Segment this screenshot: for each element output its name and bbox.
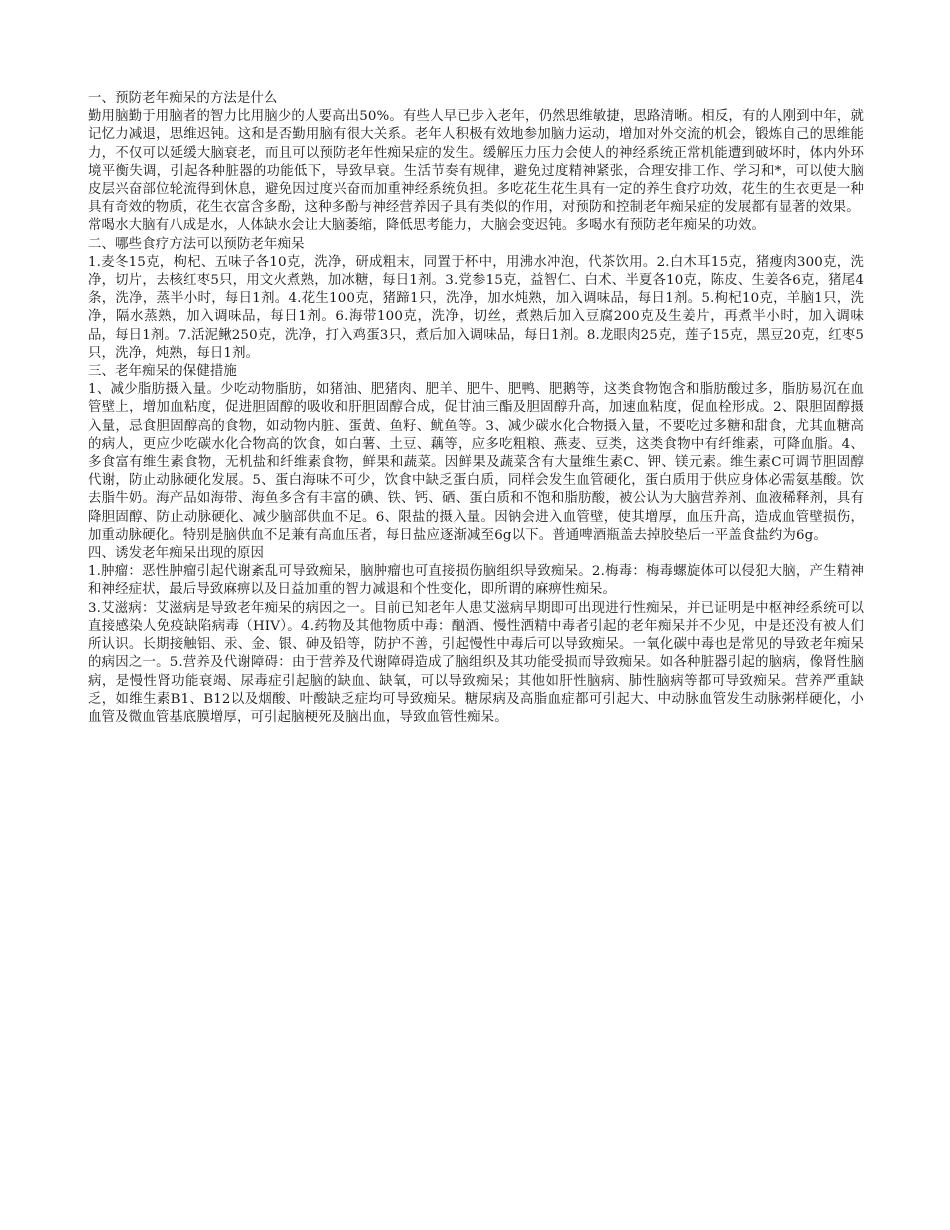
section-heading: 一、预防老年痴呆的方法是什么 <box>88 91 278 106</box>
section-heading: 四、诱发老年痴呆出现的原因 <box>88 546 265 562</box>
paragraph: 勤用脑勤于用脑者的智力比用脑少的人要高出50%。有些人早已步入老年，仍然思维敏捷，思路清晰。相反，有的人刚到中年，就记忆力减退，思维迟钝。这和是否勤用脑有很大关系。老年人积极有效地参加脑力运动，增加对外交流的机会，锻炼自己的思维能力，不仅可以延缓大脑衰老，而且可以预防老年性痴呆症的发生。缓解压力压力会使人的神经系统正常机能遭到破坏时，体内外环境平衡失调，引起各种脏器的功能低下，导致早衰。生活节奏有规律，避免过度精神紧张，合理安排工作、学习和*，可以使大脑皮层兴奋部位轮流得到休息，避免因过度兴奋而加重神经系统负担。多吃花生花生具有一定的养生食疗功效，花生的生衣更是一种具有奇效的物质，花生衣富含多酚，这种多酚与神经营养因子具有类似的作用，对预防和控制老年痴呆症的发展都有显著的效果。 <box>88 109 864 216</box>
paragraph: 3.艾滋病：艾滋病是导致老年痴呆的病因之一。目前已知老年人患艾滋病早期即可出现进行性痴呆，并已证明是中枢神经系统可以直接感染人免疫缺陷病毒（HIV）。4.药物及其他物质中毒：酗酒、慢性洒精中毒者引起的老年痴呆并不少见，中是还没有被人们所认识。长期接触铝、汞、金、银、砷及铅等，防护不善，引起慢性中毒后可以导致痴呆。一氧化碳中毒也是常见的导致老年痴呆的病因之一。5.营养及代谢障碍：由于营养及代谢障碍造成了脑组织及其功能受损而导致痴呆。如各种脏器引起的脑病，像肾性脑病，是慢性肾功能衰竭、尿毒症引起脑的缺血、缺氧，可以导致痴呆；其他如肝性脑病、肺性脑病等都可导致痴呆。营养严重缺乏，如维生素B1、B12以及烟酸、叶酸缺乏症均可导致痴呆。糖尿病及高脂血症都可引起大、中动脉血管发生动脉粥样硬化，小血管及微血管基底膜增厚，可引起脑梗死及脑出血，导致血管性痴呆。 <box>88 600 864 725</box>
section-causes <box>88 545 864 727</box>
section-prevention-methods <box>88 90 864 236</box>
document-page <box>88 90 864 727</box>
paragraph: 1.麦冬15克，枸杞、五味子各10克，洗净，研成粗末，同置于杯中，用沸水冲泡，代茶饮用。2.白木耳15克，猪瘦肉300克，洗净，切片，去核红枣5只，用文火煮熟，加冰糖，每日1剂。3.党参15克，益智仁、白术、半夏各10克，陈皮、生姜各6克，猪尾4条，洗净，蒸半小时，每日1剂。4.花生100克，猪蹄1只，洗净，加水炖熟，加入调味品，每日1剂。5.枸杞10克，羊脑1只，洗净，隔水蒸熟，加入调味品，每日1剂。6.海带100克，洗净，切丝，煮熟后加入豆腐200克及生姜片，再煮半小时，加入调味品，每日1剂。7.活泥鳅250克，洗净，打入鸡蛋3只，煮后加入调味品，每日1剂。8.龙眼肉25克，莲子15克，黑豆20克，红枣5只，洗净，炖熟，每日1剂。 <box>88 254 864 361</box>
paragraph: 1.肿瘤：恶性肿瘤引起代谢紊乱可导致痴呆，脑肿瘤也可直接损伤脑组织导致痴呆。2.梅毒：梅毒螺旋体可以侵犯大脑，产生精神和神经症状，最后导致麻痹以及日益加重的智力减退和个性变化，即所谓的麻痹性痴呆。 <box>88 564 864 598</box>
paragraph: 1、减少脂肪摄入量。少吃动物脂肪，如猪油、肥猪肉、肥羊、肥牛、肥鸭、肥鹅等，这类食物饱含和脂肪酸过多，脂肪易沉在血管壁上，增加血粘度，促进胆固醇的吸收和肝胆固醇合成，促甘油三酯及胆固醇升高，加速血粘度，促血栓形成。2、限胆固醇摄入量，忌食胆固醇高的食物，如动物内脏、蛋黄、鱼籽、鱿鱼等。3、减少碳水化合物摄入量，不要吃过多糖和甜食，尤其血糖高的病人，更应少吃碳水化合物高的饮食，如白薯、土豆、藕等，应多吃粗粮、燕麦、豆类，这类食物中有纤维素，可降血脂。4、多食富有维生素食物，无机盐和纤维素食物，鲜果和蔬菜。因鲜果及蔬菜含有大量维生素C、钾、镁元素。维生素C可调节胆固醇代谢，防止动脉硬化发展。5、蛋白海味不可少，饮食中缺乏蛋白质，同样会发生血管硬化，蛋白质用于供应身体必需氨基酸。饮去脂牛奶。海产品如海带、海鱼多含有丰富的碘、铁、钙、硒、蛋白质和不饱和脂肪酸，被公认为大脑营养剂、血液稀释剂，具有降胆固醇、防止动脉硬化、减少脑部供血不足。6、限盐的摄入量。因钠会进入血管壁，使其增厚，血压升高，造成血管壁损伤，加重动脉硬化。特别是脑供血不足兼有高血压者，每日盐应逐渐减至6g以下。普通啤酒瓶盖去掉胶垫后一平盖食盐约为6g。 <box>88 382 864 543</box>
section-heading: 三、老年痴呆的保健措施 <box>88 364 237 380</box>
section-diet-therapy <box>88 236 864 363</box>
paragraph: 常喝水大脑有八成是水，人体缺水会让大脑萎缩，降低思考能力，大脑会变迟钝。多喝水有预防老年痴呆的功效。 <box>88 218 766 234</box>
section-health-care-measures <box>88 363 864 545</box>
section-heading: 二、哪些食疗方法可以预防老年痴呆 <box>88 236 305 252</box>
